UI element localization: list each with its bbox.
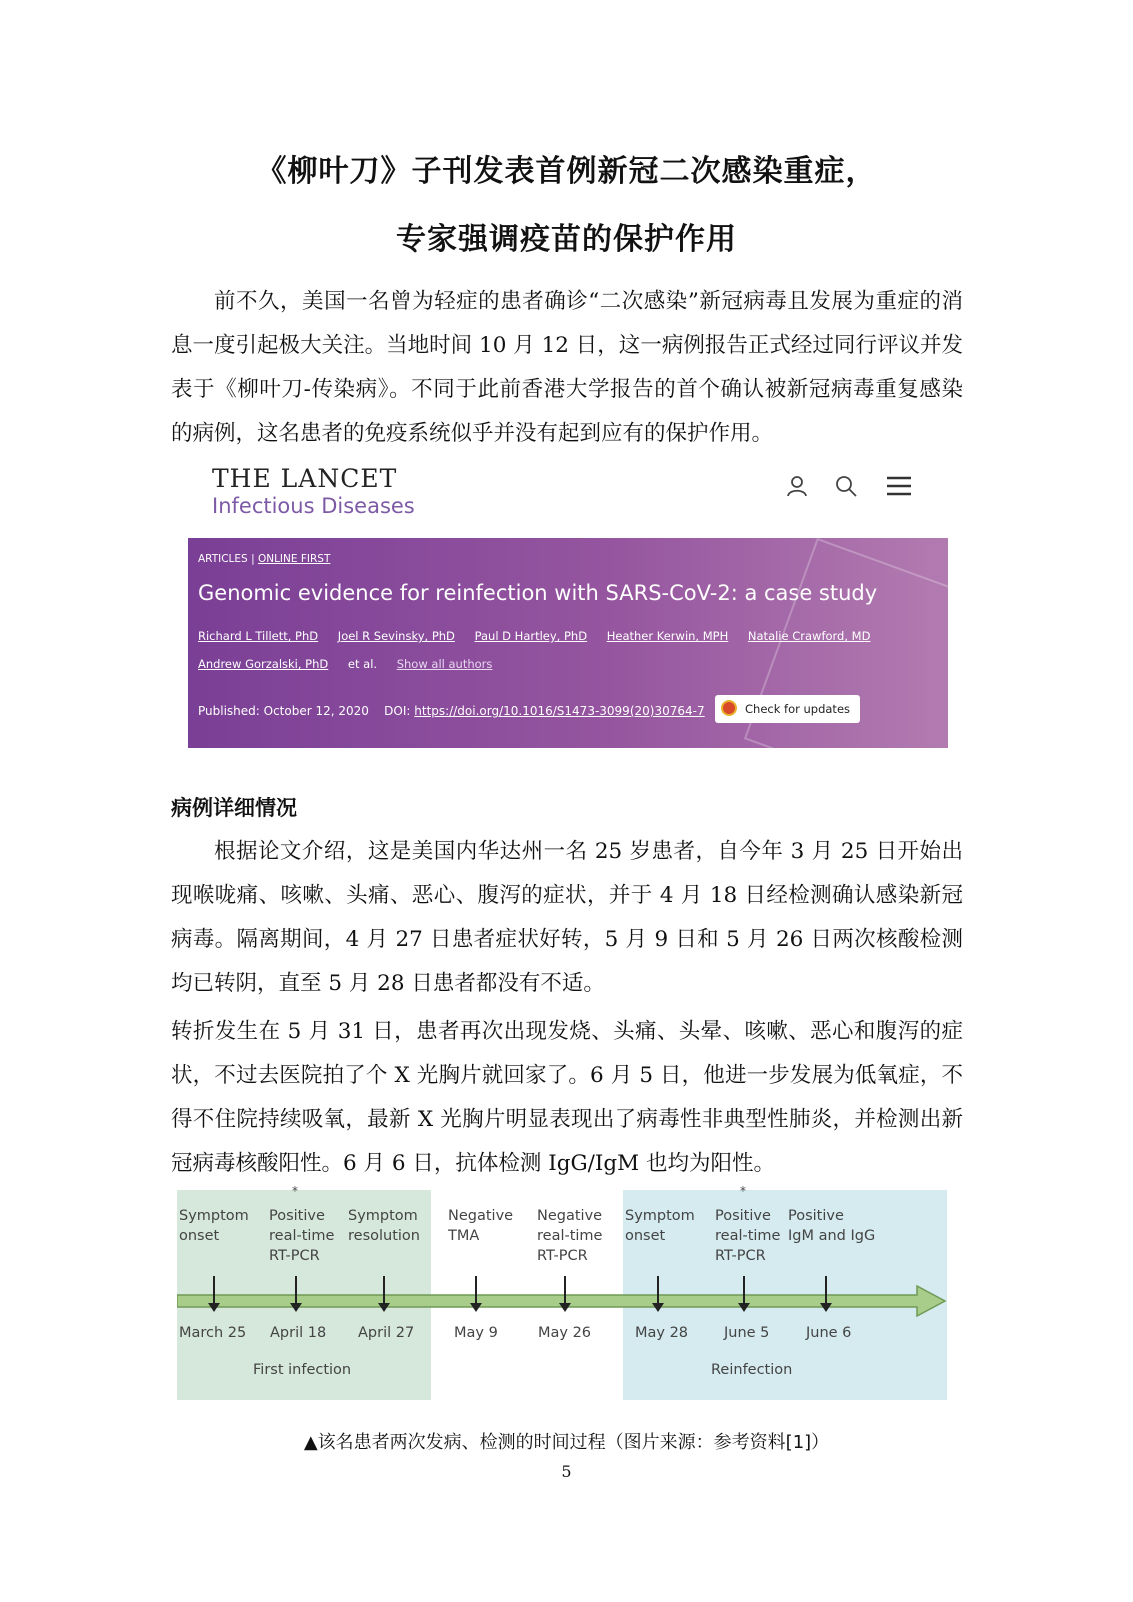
crossmark-icon [721, 700, 737, 716]
author-link[interactable]: Andrew Gorzalski, PhD [198, 657, 329, 671]
tag-separator: | [251, 553, 255, 565]
event-date: April 18 [270, 1325, 327, 1341]
event-arrow-icon [295, 1276, 297, 1306]
user-icon[interactable] [786, 474, 808, 502]
author-link[interactable]: Paul D Hartley, PhD [474, 629, 588, 643]
event-arrow-icon [475, 1276, 477, 1306]
check-for-updates-button[interactable] [715, 695, 860, 723]
event-arrow-icon [825, 1276, 827, 1306]
search-icon[interactable] [834, 474, 858, 502]
event-arrow-icon [657, 1276, 659, 1306]
journal-subtitle: Infectious Diseases [212, 494, 415, 518]
event-date: June 6 [806, 1325, 852, 1341]
article-tags [198, 553, 330, 565]
event-label: Positive real-time RT-PCR [269, 1208, 335, 1264]
journal-name: THE LANCET [212, 464, 398, 493]
published-date: Published: October 12, 2020 [198, 704, 369, 718]
event-label: Positive real-time RT-PCR [715, 1208, 781, 1264]
event-label: Negative TMA [448, 1208, 514, 1244]
menu-icon[interactable] [885, 474, 913, 502]
event-arrow-icon [383, 1276, 385, 1306]
first-infection-label: First infection [253, 1362, 352, 1378]
show-all-authors-link[interactable]: Show all authors [396, 657, 493, 671]
event-label: Symptom onset [625, 1208, 695, 1244]
article-banner [188, 538, 948, 748]
event-date: May 28 [635, 1325, 689, 1341]
article-title-line1: 《柳叶刀》子刊发表首例新冠二次感染重症， [256, 154, 877, 189]
tag-online-first[interactable]: ONLINE FIRST [257, 553, 331, 565]
author-link[interactable]: Richard L Tillett, PhD [198, 629, 319, 643]
event-date: May 9 [454, 1325, 498, 1341]
reinfection-label: Reinfection [711, 1362, 793, 1378]
author-link[interactable]: Joel R Sevinsky, PhD [337, 629, 455, 643]
et-al: et al. [347, 657, 378, 671]
event-date: May 26 [538, 1325, 592, 1341]
intro-paragraph: 前不久，美国一名曾为轻症的患者确诊“二次感染”新冠病毒且发展为重症的消息一度引起极大关注。当地时间 10 月 12 日，这一病例报告正式经过同行评议并发表于《柳叶刀-传染病》。不同于此前香港大学报告的首个确认被新冠病毒重复感染的病例，这名患者的免疫系统似乎并没有起到应有的保护作用。 [171, 289, 963, 446]
publication-info [198, 704, 705, 718]
event-arrow-icon [564, 1276, 566, 1306]
event-arrow-icon [743, 1276, 745, 1306]
section-heading: 病例详细情况 [171, 796, 297, 820]
asterisk-marker: * [740, 1184, 746, 1198]
author-link[interactable]: Natalie Crawford, MD [747, 629, 871, 643]
event-label: Negative real-time RT-PCR [537, 1208, 603, 1264]
timeline-figure [177, 1184, 947, 1400]
timeline-arrow [177, 1285, 947, 1319]
asterisk-marker: * [292, 1184, 298, 1198]
check-for-updates-label: Check for updates [745, 702, 851, 716]
article-title-line2: 专家强调疫苗的保护作用 [396, 222, 737, 257]
author-list-line1 [198, 629, 886, 643]
tag-articles[interactable]: ARTICLES [198, 553, 248, 565]
article-headline: Genomic evidence for reinfection with SARS-CoV-2: a case study [198, 581, 878, 605]
event-label: Symptom resolution [348, 1208, 420, 1244]
event-date: April 27 [358, 1325, 415, 1341]
author-list-line2 [198, 657, 508, 671]
author-link[interactable]: Heather Kerwin, MPH [606, 629, 729, 643]
case-paragraph-2: 转折发生在 5 月 31 日，患者再次出现发烧、头痛、头晕、咳嗽、恶心和腹泻的症状，不过去医院拍了个 X 光胸片就回家了。6 月 5 日，他进一步发展为低氧症，不得不住院持续吸氧，最新 X 光胸片明显表现出了病毒性非典型性肺炎，并检测出新冠病毒核酸阳性。6 月 6 日，抗体检测 IgG/IgM 也均为阳性。 [171, 1019, 963, 1176]
doi-link[interactable]: https://doi.org/10.1016/S1473-3099(20)30764-7 [414, 704, 705, 718]
event-label: Symptom onset [179, 1208, 249, 1244]
lancet-header [188, 464, 948, 528]
figure-caption: ▲该名患者两次发病、检测的时间过程（图片来源：参考资料[1]） [303, 1432, 830, 1453]
event-arrow-icon [213, 1276, 215, 1306]
doi-label: DOI: [384, 704, 411, 718]
event-date: June 5 [724, 1325, 770, 1341]
event-label: Positive IgM and IgG [788, 1208, 876, 1244]
event-date: March 25 [179, 1325, 247, 1341]
case-paragraph-1: 根据论文介绍，这是美国内华达州一名 25 岁患者，自今年 3 月 25 日开始出现喉咙痛、咳嗽、头痛、恶心、腹泻的症状，并于 4 月 18 日经检测确认感染新冠病毒。隔离期间，4 月 27 日患者症状好转，5 月 9 日和 5 月 26 日两次核酸检测均已转阴，直至 5 月 28 日患者都没有不适。 [171, 839, 963, 996]
page-number: 5 [561, 1462, 572, 1481]
